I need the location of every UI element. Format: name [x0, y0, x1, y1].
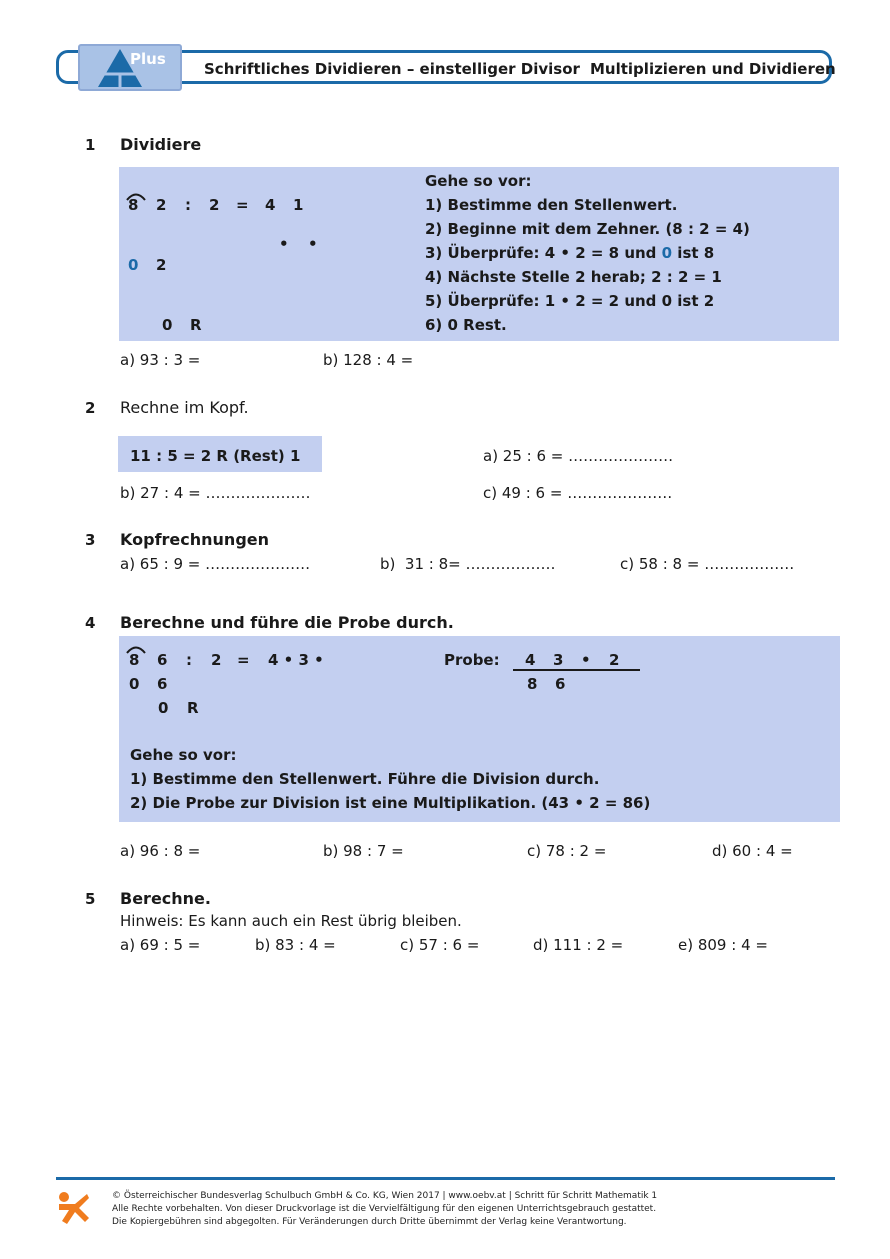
result-digit: 4 [265, 196, 276, 214]
task-5-number: 5 [85, 890, 96, 908]
publisher-logo-icon [55, 1190, 91, 1226]
probe-digit: 2 [609, 651, 620, 669]
task-5-title: Berechne. [120, 889, 211, 908]
result-with-dots: 4 • 3 • [268, 651, 324, 669]
division-operator: : [186, 651, 192, 669]
exercise-item: d) 60 : 4 = [712, 842, 793, 860]
division-digit: 8 [128, 196, 139, 214]
step-line: 4) Nächste Stelle 2 herab; 2 : 2 = 1 [425, 268, 722, 286]
task-1-title: Dividiere [120, 135, 202, 154]
exercise-item: c) 57 : 6 = [400, 936, 480, 954]
division-digit: 2 [156, 196, 167, 214]
step-line: 1) Bestimme den Stellenwert. Führe die Division durch. [130, 770, 600, 788]
step-line: 1) Bestimme den Stellenwert. [425, 196, 678, 214]
exercise-item: a) 96 : 8 = [120, 842, 201, 860]
footer-rights: Alle Rechte vorbehalten. Von dieser Druckvorlage ist die Vervielfältigung für den eigenen Unterrichtsgebrauch gestattet. [112, 1204, 657, 1214]
task-3-title: Kopfrechnungen [120, 530, 270, 549]
result-digit: 1 [293, 196, 304, 214]
division-digit: 2 [211, 651, 222, 669]
exercise-item: c) 78 : 2 = [527, 842, 607, 860]
chapter-title: Multiplizieren und Dividieren [590, 60, 836, 78]
division-digit: 6 [157, 651, 168, 669]
equals-sign: = [236, 196, 249, 214]
brought-down-digit: 6 [157, 675, 168, 693]
task-3-number: 3 [85, 531, 96, 549]
task-4-title: Berechne und führe die Probe durch. [120, 613, 454, 632]
steps-heading: Gehe so vor: [425, 172, 532, 190]
probe-digit: 3 [553, 651, 564, 669]
footer-disclaimer: Die Kopiergebühren sind abgegolten. Für Veränderungen durch Dritte übernimmt der Verlag keine Verantwortung. [112, 1217, 627, 1227]
equals-sign: = [237, 651, 250, 669]
exercise-item: b) 83 : 4 = [255, 936, 336, 954]
exercise-item: d) 111 : 2 = [533, 936, 624, 954]
check-dot: • [308, 235, 318, 253]
exercise-item: b) 98 : 7 = [323, 842, 404, 860]
steps-heading: Gehe so vor: [130, 746, 237, 764]
remainder-digit: 0 [128, 256, 139, 274]
exercise-item: a) 65 : 9 = ………………… [120, 555, 311, 573]
exercise-item: c) 58 : 8 = ……………… [620, 555, 795, 573]
step-line: 6) 0 Rest. [425, 316, 507, 334]
division-operator: : [185, 196, 191, 214]
task-2-title: Rechne im Kopf. [120, 398, 249, 417]
task-2-example: 11 : 5 = 2 R (Rest) 1 [130, 447, 301, 465]
exercise-item: b) 31 : 8= ……………… [380, 555, 556, 573]
probe-operator: • [581, 651, 591, 669]
exercise-item: a) 69 : 5 = [120, 936, 201, 954]
step-line: 3) Überprüfe: 4 • 2 = 8 und 0 ist 8 [425, 244, 715, 262]
division-digit: 2 [209, 196, 220, 214]
logo-label: Plus [130, 50, 166, 68]
brought-down-digit: 2 [156, 256, 167, 274]
task-5-hint: Hinweis: Es kann auch ein Rest übrig bleiben. [120, 912, 462, 930]
footer-copyright: © Österreichischer Bundesverlag Schulbuch GmbH & Co. KG, Wien 2017 | www.oebv.at | Schritt für Schritt Mathematik 1 [112, 1191, 658, 1201]
exercise-item: b) 27 : 4 = ………………… [120, 484, 311, 502]
step-line: 2) Beginne mit dem Zehner. (8 : 2 = 4) [425, 220, 750, 238]
probe-label: Probe: [444, 651, 500, 669]
exercise-item: b) 128 : 4 = [323, 351, 414, 369]
probe-digit: 8 [527, 675, 538, 693]
task-1-number: 1 [85, 136, 96, 154]
exercise-item: a) 93 : 3 = [120, 351, 201, 369]
remainder-label: R [187, 699, 199, 717]
probe-digit: 4 [525, 651, 536, 669]
remainder-label: R [190, 316, 202, 334]
highlighted-zero: 0 [661, 244, 673, 262]
exercise-item: c) 49 : 6 = ………………… [483, 484, 673, 502]
step-line: 2) Die Probe zur Division ist eine Multiplikation. (43 • 2 = 86) [130, 794, 651, 812]
worksheet-title: Schriftliches Dividieren – einstelliger Divisor [204, 60, 580, 78]
remainder-digit: 0 [162, 316, 173, 334]
remainder-digit: 0 [158, 699, 169, 717]
step-line: 5) Überprüfe: 1 • 2 = 2 und 0 ist 2 [425, 292, 715, 310]
exercise-item: a) 25 : 6 = ………………… [483, 447, 674, 465]
check-dot: • [279, 235, 289, 253]
probe-digit: 6 [555, 675, 566, 693]
task-4-number: 4 [85, 614, 96, 632]
division-digit: 8 [129, 651, 140, 669]
task-2-number: 2 [85, 399, 96, 417]
exercise-item: e) 809 : 4 = [678, 936, 768, 954]
remainder-digit: 0 [129, 675, 140, 693]
footer-divider [56, 1177, 835, 1180]
probe-underline [513, 669, 640, 671]
